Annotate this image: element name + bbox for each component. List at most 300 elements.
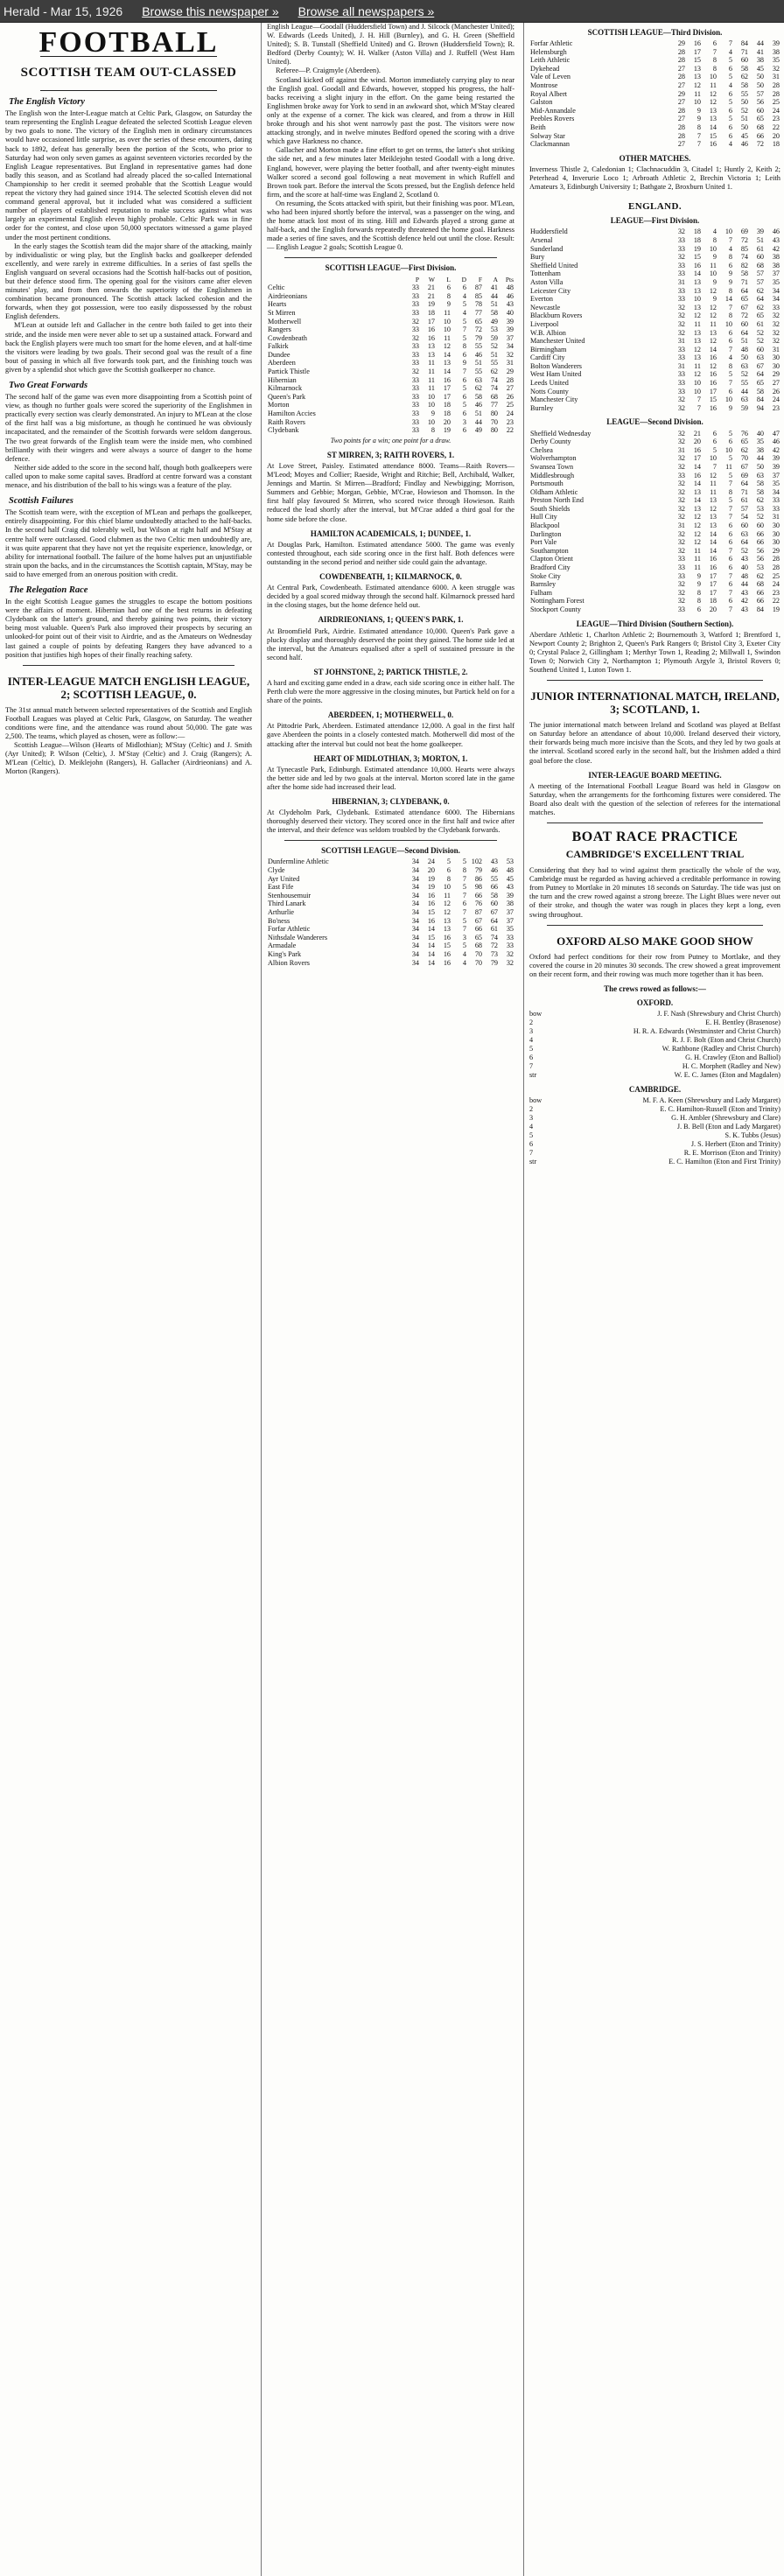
stat-cell: 51 <box>474 410 482 418</box>
stat-cell: 33 <box>411 384 419 393</box>
stat-cell: 39 <box>772 39 780 48</box>
team-name-cell: Partick Thistle <box>268 368 310 376</box>
stat-cell: 6 <box>462 392 466 401</box>
seat: 5 <box>529 1131 534 1140</box>
column-header: Pts <box>505 275 514 284</box>
stat-cell: 58 <box>474 392 482 401</box>
team-name-cell: Hamilton Accies <box>268 410 316 418</box>
stat-cell: 17 <box>443 392 451 401</box>
team-name-cell: Clyde <box>268 866 285 875</box>
team-name-cell: Leeds United <box>530 379 569 388</box>
stat-cell: 5 <box>462 317 466 326</box>
stat-cell: 21 <box>693 429 701 438</box>
stat-cell: 16 <box>443 950 451 958</box>
stat-cell: 5 <box>462 916 466 925</box>
stat-cell: 44 <box>740 387 748 396</box>
stat-cell: 12 <box>693 522 701 530</box>
table-row <box>529 606 780 614</box>
stat-cell: 34 <box>411 933 419 942</box>
table-row <box>267 942 514 950</box>
stat-cell: 65 <box>740 438 748 446</box>
stat-cell: 51 <box>490 300 498 309</box>
stat-cell: 46 <box>772 228 780 236</box>
stat-cell: 5 <box>462 401 466 410</box>
stat-cell: 16 <box>709 140 717 149</box>
stat-cell: 4 <box>462 958 466 967</box>
table-row <box>267 934 514 942</box>
table-row <box>267 359 514 368</box>
seat: str <box>529 1071 537 1080</box>
stat-cell: 16 <box>427 333 435 342</box>
stat-cell: 10 <box>709 244 717 253</box>
stat-cell: 60 <box>756 253 764 262</box>
stat-cell: 24 <box>427 858 435 866</box>
stat-cell: 21 <box>427 291 435 300</box>
crew-member <box>529 1010 780 1018</box>
headline-rule <box>40 90 217 91</box>
team-name-cell: Manchester United <box>530 337 585 346</box>
third-division-results: Aberdare Athletic 1, Charlton Athletic 2; Bournemouth 3, Watford 1; Brentford 1, Newport County 2; Brighton 2, Queen's Park Rangers 0; Bristol City 3, Exeter City 0; Crystal Palace 2, Gillingham 1; Merthyr Town 1, Reading 2; Millwall 1, Swindon Town 0; Norwich City 2, Northampton 1; Plymouth Argyle 3, Bristol Rovers 0; Southend United 1, Luton Town 1. <box>529 630 780 675</box>
stat-cell: 50 <box>740 98 748 107</box>
stat-cell: 62 <box>740 73 748 81</box>
stat-cell: 32 <box>677 429 685 438</box>
stat-cell: 10 <box>724 445 732 454</box>
stat-cell: 71 <box>740 277 748 286</box>
stat-cell: 9 <box>430 410 435 418</box>
stat-cell: 6 <box>462 375 466 384</box>
stat-cell: 19 <box>772 606 780 613</box>
england-first-division-title: LEAGUE—First Division. <box>610 216 700 226</box>
stat-cell: 27 <box>772 379 780 388</box>
stat-cell: 32 <box>677 546 685 555</box>
stat-cell: 7 <box>712 47 717 56</box>
table-row <box>529 73 780 81</box>
stat-cell: 34 <box>411 891 419 900</box>
stat-cell: 32 <box>772 328 780 337</box>
stat-cell: 53 <box>756 564 764 572</box>
stat-cell: 11 <box>694 546 701 555</box>
table-row <box>529 589 780 598</box>
stat-cell: 16 <box>709 555 717 564</box>
scottish-league-second-division-title: SCOTTISH LEAGUE—Second Division. <box>321 846 460 856</box>
stat-cell: 79 <box>490 958 498 967</box>
paragraph: The English won the Inter-League match at Celtic Park, Glasgow, on Saturday the team representing the English League defeated the selected Scottish League eleven by two goals to none. The victory of the English men in ordinary circumstances would have occasioned little surprise, as over the series of these encounters, dating back to 1892, defeat has generally been the portion of the Scots, who prior to Saturday had won only seven games as against seventeen victories recorded by the English League representatives. But England in representative games had done badly this season, and as Scotland had already placed the so-called International Championship to her credit it seemed probable that the Scottish League would repeat the victory they had gained since 1914. The selected Scottish eleven did not command general approval, but it included what was considered a sufficient number of players of established reputation to make success against what was largely an experimental English eleven highly probable. Celtic Park was in fine order for the contest, and close upon 50,000 spectators witnessed a game played under the most pertinent conditions. <box>5 109 252 242</box>
match-report-text: At Broomfield Park, Airdrie. Estimated attendance 10,000. Queen's Park gave a plucky display and thoroughly deserved the point they gained. The home side led at the interval, but the Amateurs equalised after a spell of sustained pressure in the second half. <box>267 626 514 662</box>
stat-cell: 46 <box>490 866 498 875</box>
stat-cell: 34 <box>411 883 419 892</box>
stat-cell: 6 <box>728 387 732 396</box>
stat-cell: 58 <box>756 480 764 488</box>
table-row <box>529 320 780 329</box>
stat-cell: 34 <box>411 942 419 950</box>
stat-cell: 20 <box>443 417 451 426</box>
stat-cell: 32 <box>677 538 685 547</box>
stat-cell: 7 <box>712 462 717 471</box>
stat-cell: 50 <box>740 123 748 132</box>
stat-cell: 53 <box>490 326 498 334</box>
stat-cell: 70 <box>474 950 482 958</box>
stat-cell: 30 <box>772 361 780 370</box>
match-reports <box>267 451 514 835</box>
stat-cell: 24 <box>772 580 780 589</box>
match-report-title: HEART OF MIDLOTHIAN, 3; MORTON, 1. <box>313 753 468 763</box>
stat-cell: 72 <box>490 942 498 950</box>
team-name-cell: Derby County <box>530 438 571 446</box>
seat: 2 <box>529 1018 534 1027</box>
stat-cell: 16 <box>427 916 435 925</box>
stat-cell: 5 <box>462 333 466 342</box>
cambridge-crew-label: CAMBRIDGE. <box>628 1085 682 1095</box>
column-header: P <box>415 275 419 284</box>
stat-cell: 12 <box>709 504 717 513</box>
stat-cell: 9 <box>462 359 466 368</box>
stat-cell: 33 <box>677 370 685 379</box>
scottish-failures-subhead: Scottish Failures <box>9 496 74 507</box>
stat-cell: 12 <box>709 98 717 107</box>
stat-cell: 12 <box>709 89 717 98</box>
football-heading: FOOTBALL <box>38 26 219 59</box>
stat-cell: 76 <box>740 429 748 438</box>
crew-member <box>529 1054 780 1062</box>
stat-cell: 5 <box>728 115 732 123</box>
stat-cell: 32 <box>677 303 685 312</box>
stat-cell: 40 <box>756 429 764 438</box>
stat-cell: 56 <box>756 546 764 555</box>
stat-cell: 13 <box>709 328 717 337</box>
paragraph: Scottish League—Wilson (Hearts of Midlothian); M'Stay (Celtic) and J. Smith (Ayr United); P. Wilson (Celtic), J. M'Stay (Celtic) and J. Craig (Rangers); A. M'Lean (Celtic), D. Meiklejohn (Rangers), H. Gallacher (Airdrieonians) and A. Morton (Rangers). <box>5 741 252 776</box>
stat-cell: 11 <box>428 384 435 393</box>
stat-cell: 32 <box>411 333 419 342</box>
stat-cell: 16 <box>427 326 435 334</box>
stat-cell: 67 <box>740 462 748 471</box>
stat-cell: 60 <box>740 522 748 530</box>
team-name-cell: East Fife <box>268 883 294 892</box>
stat-cell: 79 <box>474 866 482 875</box>
match-report-text: At Pittodrie Park, Aberdeen. Estimated attendance 12,000. A goal in the first half gave Aberdeen the points in a closely contested match. Motherwell did most of the attacking after the interval but could not beat the home goalkeeper. <box>267 722 514 748</box>
stat-cell: 10 <box>724 396 732 404</box>
team-name-cell: Galston <box>530 98 553 107</box>
stat-cell: 85 <box>740 244 748 253</box>
table-row <box>267 866 514 875</box>
table-row <box>529 530 780 539</box>
stat-cell: 30 <box>772 354 780 362</box>
table-header-row <box>267 276 514 284</box>
boat-race-heading: BOAT RACE PRACTICE <box>571 830 738 845</box>
stat-cell: 19 <box>427 874 435 883</box>
table-row <box>529 522 780 530</box>
stat-cell: 6 <box>728 438 732 446</box>
column-header: L <box>446 275 451 284</box>
stat-cell: 32 <box>411 368 419 376</box>
stat-cell: 11 <box>444 308 451 317</box>
stat-cell: 24 <box>506 410 514 418</box>
stat-cell: 10 <box>443 883 451 892</box>
stat-cell: 12 <box>693 370 701 379</box>
stat-cell: 33 <box>677 295 685 304</box>
rower-name: H. R. A. Edwards (Westminster and Christ Church) <box>633 1027 780 1036</box>
team-name-cell: Solway Star <box>530 131 565 140</box>
stat-cell: 16 <box>693 39 701 48</box>
stat-cell: 57 <box>756 270 764 278</box>
stat-cell: 10 <box>724 228 732 236</box>
stat-cell: 35 <box>772 277 780 286</box>
table-row <box>529 505 780 514</box>
table-row <box>529 513 780 522</box>
stat-cell: 18 <box>693 235 701 244</box>
stat-cell: 6 <box>728 261 732 270</box>
team-name-cell: Queen's Park <box>268 392 306 401</box>
seat: 7 <box>529 1062 534 1071</box>
stat-cell: 15 <box>427 908 435 917</box>
stat-cell: 9 <box>712 295 717 304</box>
table-row <box>529 597 780 606</box>
table-row <box>529 65 780 74</box>
stat-cell: 6 <box>462 900 466 908</box>
stat-cell: 4 <box>462 950 466 958</box>
stat-cell: 72 <box>740 312 748 320</box>
stat-cell: 43 <box>740 555 748 564</box>
team-name-cell: Fulham <box>530 588 553 597</box>
newspaper-title: Herald - Mar 15, 1926 <box>4 4 123 18</box>
stat-cell: 29 <box>772 546 780 555</box>
stat-cell: 60 <box>756 106 764 115</box>
table-row <box>529 430 780 438</box>
stat-cell: 34 <box>411 908 419 917</box>
rower-name: J. S. Herbert (Eton and Trinity) <box>690 1140 780 1149</box>
stat-cell: 14 <box>709 546 717 555</box>
stat-cell: 66 <box>474 891 482 900</box>
stat-cell: 6 <box>462 410 466 418</box>
stat-cell: 15 <box>709 131 717 140</box>
article-body-5 <box>5 706 252 777</box>
table-row <box>267 351 514 360</box>
table-row <box>529 337 780 346</box>
stat-cell: 34 <box>772 295 780 304</box>
stat-cell: 38 <box>772 47 780 56</box>
stat-cell: 60 <box>740 319 748 328</box>
stat-cell: 14 <box>709 538 717 547</box>
stat-cell: 32 <box>677 487 685 496</box>
table-row <box>267 318 514 326</box>
table-row <box>529 379 780 388</box>
stat-cell: 77 <box>474 308 482 317</box>
stat-cell: 5 <box>728 56 732 65</box>
match-report-title: HIBERNIAN, 3; CLYDEBANK, 0. <box>332 797 450 806</box>
stat-cell: 13 <box>693 64 701 73</box>
stat-cell: 10 <box>693 98 701 107</box>
stat-cell: 54 <box>740 513 748 522</box>
stat-cell: 63 <box>474 375 482 384</box>
crew-member <box>529 1123 780 1131</box>
stat-cell: 34 <box>506 342 514 351</box>
stat-cell: 18 <box>443 401 451 410</box>
table-row <box>267 950 514 959</box>
stat-cell: 23 <box>772 115 780 123</box>
divider <box>23 665 234 666</box>
stat-cell: 33 <box>677 379 685 388</box>
stat-cell: 6 <box>728 89 732 98</box>
stat-cell: 31 <box>506 359 514 368</box>
stat-cell: 6 <box>728 529 732 538</box>
stat-cell: 13 <box>443 925 451 934</box>
stat-cell: 32 <box>677 319 685 328</box>
team-name-cell: Cardiff City <box>530 354 565 362</box>
stat-cell: 50 <box>756 73 764 81</box>
stat-cell: 82 <box>740 261 748 270</box>
stat-cell: 51 <box>474 359 482 368</box>
table-row <box>529 346 780 354</box>
stat-cell: 55 <box>740 89 748 98</box>
oxford-crew-label: OXFORD. <box>636 998 674 1008</box>
stat-cell: 18 <box>709 597 717 606</box>
stat-cell: 66 <box>490 883 498 892</box>
stat-cell: 12 <box>693 345 701 354</box>
stat-cell: 14 <box>693 462 701 471</box>
stat-cell: 35 <box>772 56 780 65</box>
team-name-cell: Rangers <box>268 326 291 334</box>
stat-cell: 10 <box>724 319 732 328</box>
stat-cell: 13 <box>709 522 717 530</box>
stat-cell: 8 <box>712 64 717 73</box>
team-name-cell: Hibernian <box>268 375 297 384</box>
team-name-cell: South Shields <box>530 504 570 513</box>
stat-cell: 52 <box>490 342 498 351</box>
seat: 4 <box>529 1036 534 1045</box>
stat-cell: 5 <box>728 496 732 505</box>
team-name-cell: Stockport County <box>530 606 581 613</box>
stat-cell: 65 <box>756 312 764 320</box>
stat-cell: 28 <box>506 375 514 384</box>
stat-cell: 38 <box>772 253 780 262</box>
stat-cell: 39 <box>772 462 780 471</box>
stat-cell: 3 <box>462 933 466 942</box>
stat-cell: 32 <box>677 580 685 589</box>
stat-cell: 8 <box>696 588 701 597</box>
table-row <box>267 410 514 418</box>
stat-cell: 12 <box>443 908 451 917</box>
stat-cell: 33 <box>411 291 419 300</box>
boat-race-subheading: CAMBRIDGE'S EXCELLENT TRIAL <box>565 848 745 861</box>
stat-cell: 16 <box>693 471 701 480</box>
stat-cell: 33 <box>677 244 685 253</box>
team-name-cell: Stenhousemuir <box>268 891 312 900</box>
stat-cell: 32 <box>772 64 780 73</box>
stat-cell: 11 <box>428 375 435 384</box>
stat-cell: 58 <box>490 308 498 317</box>
team-name-cell: Nithsdale Wanderers <box>268 933 328 942</box>
stat-cell: 7 <box>462 925 466 934</box>
stat-cell: 77 <box>490 401 498 410</box>
stat-cell: 27 <box>506 384 514 393</box>
stat-cell: 33 <box>677 261 685 270</box>
stat-cell: 67 <box>490 908 498 917</box>
stat-cell: 16 <box>427 891 435 900</box>
stat-cell: 28 <box>772 555 780 564</box>
stat-cell: 4 <box>728 81 732 90</box>
stat-cell: 7 <box>696 131 701 140</box>
stat-cell: 23 <box>772 588 780 597</box>
stat-cell: 44 <box>756 454 764 463</box>
stat-cell: 33 <box>411 342 419 351</box>
stat-cell: 71 <box>740 47 748 56</box>
stat-cell: 31 <box>772 345 780 354</box>
stat-cell: 32 <box>772 312 780 320</box>
stat-cell: 7 <box>462 368 466 376</box>
match-report-text: At Clydeholm Park, Clydebank. Estimated attendance 6000. The Hibernians thoroughly deserved their victory. They scored once in the first half and twice after the interval, and their defence was seldom troubled by the Clydebank forwards. <box>267 808 514 835</box>
boat-race-body: Considering that they had to wind against them practically the whole of the way, Cambridge must be regarded as having achieved a creditable performance in rowing from Putney to Mortlake in 20 minutes 18 seconds on Saturday. The tide was just on the turn and the crew rowed against a strong breeze. The Light Blues were never out of their stroke, and though the water was rough in places they kept a long, even swing throughout. <box>529 866 780 919</box>
two-great-forwards-subhead: Two Great Forwards <box>9 381 88 390</box>
stat-cell: 9 <box>696 580 701 589</box>
team-name-cell: Portsmouth <box>530 480 564 488</box>
stat-cell: 10 <box>427 417 435 426</box>
match-report-title: ABERDEEN, 1; MOTHERWELL, 0. <box>327 710 454 720</box>
stat-cell: 28 <box>677 123 685 132</box>
seat: 2 <box>529 1105 534 1114</box>
crew-member <box>529 1114 780 1123</box>
stat-cell: 67 <box>474 916 482 925</box>
stat-cell: 9 <box>712 277 717 286</box>
team-name-cell: Darlington <box>530 529 562 538</box>
stat-cell: 7 <box>696 396 701 404</box>
stat-cell: 6 <box>696 606 701 613</box>
stat-cell: 33 <box>411 326 419 334</box>
stat-cell: 33 <box>506 942 514 950</box>
browse-all-newspapers-link[interactable]: Browse all newspapers » <box>298 4 435 18</box>
stat-cell: 64 <box>756 370 764 379</box>
browse-newspaper-link[interactable]: Browse this newspaper » <box>142 4 279 18</box>
seat: str <box>529 1158 537 1166</box>
crews-heading: The crews rowed as follows:— <box>604 984 706 993</box>
stat-cell: 59 <box>490 333 498 342</box>
stat-cell: 13 <box>709 106 717 115</box>
relegation-race-subhead: The Relegation Race <box>9 584 88 595</box>
column-1 <box>4 23 257 2576</box>
column-header: A <box>493 275 498 284</box>
stat-cell: 50 <box>756 462 764 471</box>
stat-cell: 13 <box>693 487 701 496</box>
stat-cell: 53 <box>756 504 764 513</box>
stat-cell: 5 <box>728 98 732 107</box>
stat-cell: 55 <box>490 359 498 368</box>
stat-cell: 7 <box>728 571 732 580</box>
team-name-cell: Clapton Orient <box>530 555 573 564</box>
stat-cell: 13 <box>693 277 701 286</box>
stat-cell: 13 <box>693 354 701 362</box>
stat-cell: 16 <box>709 403 717 412</box>
stat-cell: 14 <box>427 925 435 934</box>
stat-cell: 52 <box>756 328 764 337</box>
stat-cell: 32 <box>677 462 685 471</box>
stat-cell: 84 <box>756 396 764 404</box>
team-name-cell: Swansea Town <box>530 462 574 471</box>
stat-cell: 6 <box>446 284 451 292</box>
stat-cell: 11 <box>694 89 701 98</box>
team-name-cell: West Ham United <box>530 370 582 379</box>
stat-cell: 68 <box>756 123 764 132</box>
table-row <box>529 362 780 371</box>
match-report-text: At Love Street, Paisley. Estimated attendance 8000. Teams—Raith Rovers—M'Leod; Moyes and Collier; Raeside, Wright and Ritchie; Bell, Archibald, Walker, Jennings and Martin. St Mirren—Bradford; Findlay and Newbigging; Morrison, Summers and Gebbie; Morgan, Gebbie, M'Crae, Howieson and Thomson. In the first half play favoured St Mirren, who scored twice through Howieson. Raith reduced the lead shortly after the interval, but M'Crae added a third goal for the home side before the close. <box>267 462 514 523</box>
stat-cell: 64 <box>490 916 498 925</box>
paragraph: In the early stages the Scottish team did the major share of the attacking, mainly by individualistic or wing play, but the English backs and goalkeeper defended excellently, and were rarely in extreme difficulties. In a series of fast spells the English vanguard on several occasions had the Scottish half-backs out of position, but their defence stood firm. The opening goal for the visitors came after eleven minutes' play, and from then onwards the superiority of the Englishmen in combination became pronounced. The Scottish attack lacked cohesion and the forwards, when they got possession, were too easily dispossessed by the robust English defenders. <box>5 242 252 321</box>
stat-cell: 74 <box>490 933 498 942</box>
team-name-cell: Hearts <box>268 300 287 309</box>
stat-cell: 10 <box>443 326 451 334</box>
stat-cell: 4 <box>462 291 466 300</box>
stat-cell: 55 <box>740 379 748 388</box>
stat-cell: 43 <box>740 588 748 597</box>
stat-cell: 28 <box>677 56 685 65</box>
stat-cell: 32 <box>677 454 685 463</box>
